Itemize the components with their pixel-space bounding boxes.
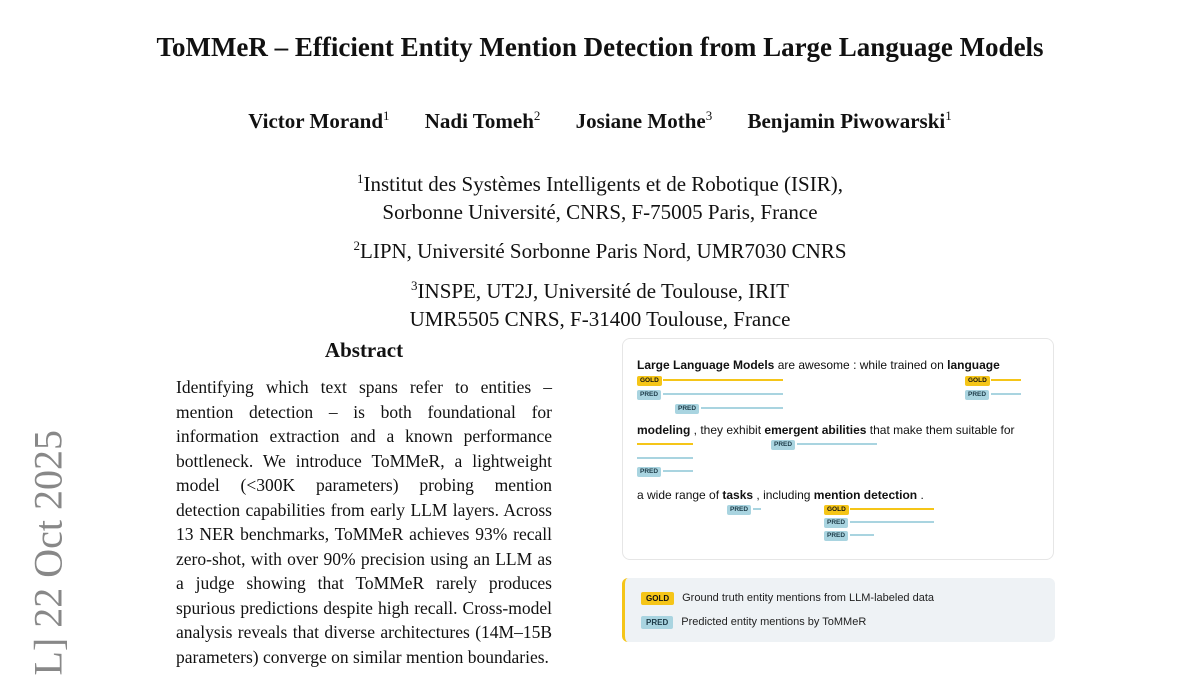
gold-tag: GOLD xyxy=(637,376,662,386)
author-list xyxy=(0,108,1200,134)
gold-span-line xyxy=(991,379,1021,381)
gold-badge: GOLD xyxy=(641,592,674,605)
entity-mention-figure xyxy=(622,338,1054,560)
pred-span-line xyxy=(637,457,693,459)
pred-span-line xyxy=(701,407,783,409)
pred-badge: PRED xyxy=(641,616,673,629)
author: Josiane Mothe$^3$ xyxy=(575,108,713,133)
gold-tag: GOLD xyxy=(824,505,849,515)
pred-tag: PRED xyxy=(965,390,989,400)
pred-tag: PRED xyxy=(727,505,751,515)
pred-span-line xyxy=(797,443,877,445)
affiliation-3: $^3$INSPE, UT2J, Université de Toulouse, IRIT UMR5505 CNRS, F-31400 Toulouse, France xyxy=(409,278,791,331)
legend-pred-text: Predicted entity mentions by ToMMeR xyxy=(681,616,867,628)
figure-sentence-1: Large Language Models are awesome : while trained on language xyxy=(637,358,1000,372)
figure-sentence-2: modeling , they exhibit emergent abilities that make them suitable for xyxy=(637,423,1015,437)
figure-sentence-3: a wide range of tasks , including mention detection . xyxy=(637,488,924,502)
arxiv-stamp: L] 22 Oct 2025 xyxy=(25,429,71,676)
paper-title: ToMMeR – Efficient Entity Mention Detection from Large Language Models xyxy=(156,32,1044,62)
pred-span-line xyxy=(850,521,934,523)
legend-row-pred xyxy=(641,616,866,629)
abstract-heading: Abstract xyxy=(324,338,404,362)
abstract-text: Identifying which text spans refer to entities – mention detection – is both foundational for information extraction and a known performance bottleneck. We introduce ToMMeR, a lightweight model (<300K parameters) probing mention detection capabilities from early LLM layers. Across 13 NER benchmarks, ToMMeR achieves 93% recall zero-shot, with over 90% precision using an LLM as a judge showing that ToMMeR rarely produces spurious predictions despite high recall. Cross-model analysis reveals that diverse architectures (14M–15B parameters) converge on similar mention boundaries. xyxy=(176,377,552,667)
pred-tag: PRED xyxy=(637,467,661,477)
pred-tag: PRED xyxy=(824,518,848,528)
affiliation-2: $^2$LIPN, Université Sorbonne Paris Nord, UMR7030 CNRS xyxy=(353,238,847,263)
gold-span-line xyxy=(637,443,693,445)
pred-span-line xyxy=(850,534,874,536)
author: Victor Morand$^1$ xyxy=(248,108,390,133)
gold-tag: GOLD xyxy=(965,376,990,386)
pred-span-line xyxy=(663,470,693,472)
gold-span-line xyxy=(850,508,934,510)
pred-span-line xyxy=(991,393,1021,395)
affiliation-1: $^1$Institut des Systèmes Intelligents et de Robotique (ISIR), Sorbonne Université, CNRS, F-75005 Paris, France xyxy=(357,171,843,224)
pred-tag: PRED xyxy=(637,390,661,400)
gold-span-line xyxy=(663,379,783,381)
pred-span-line xyxy=(663,393,783,395)
pred-tag: PRED xyxy=(771,440,795,450)
legend-row-gold xyxy=(641,592,934,605)
author: Nadi Tomeh$^2$ xyxy=(424,108,541,133)
pred-tag: PRED xyxy=(675,404,699,414)
figure-legend xyxy=(622,578,1055,642)
author: Benjamin Piwowarski$^1$ xyxy=(747,108,952,133)
legend-gold-text: Ground truth entity mentions from LLM-labeled data xyxy=(682,592,935,604)
pred-span-line xyxy=(753,508,761,510)
pred-tag: PRED xyxy=(824,531,848,541)
